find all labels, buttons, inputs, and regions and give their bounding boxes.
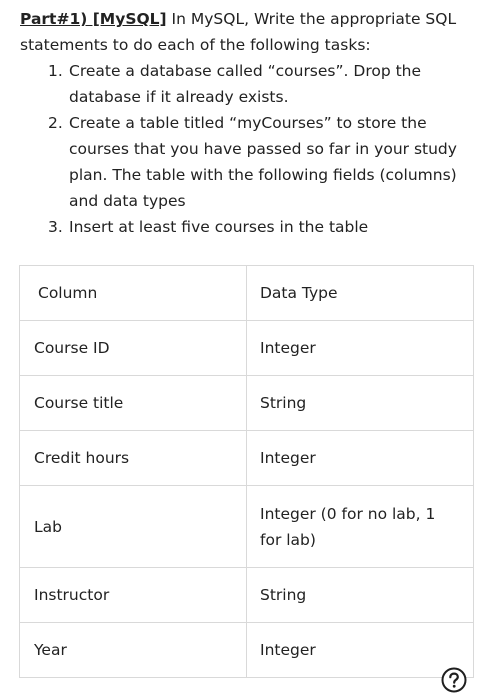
column-cell: Credit hours <box>20 431 247 486</box>
question-circle-icon <box>441 667 467 693</box>
task-text: Create a table titled “myCourses” to store the courses that you have passed so far in your study plan. The table with the following fields (columns) and data types <box>69 114 457 210</box>
task-item <box>48 58 468 110</box>
table-row <box>20 623 474 678</box>
task-text: Insert at least five courses in the table <box>69 218 369 236</box>
data-type-cell: Integer <box>247 321 474 376</box>
column-cell: Course title <box>20 376 247 431</box>
table-row <box>20 486 474 568</box>
task-list <box>48 58 468 240</box>
intro-paragraph <box>20 6 485 58</box>
intro-text: In MySQL, Write the appropriate SQL statements to do each of the following tasks: <box>20 10 457 54</box>
table-row <box>20 431 474 486</box>
task-item <box>48 110 468 214</box>
task-number: 3. <box>48 218 63 236</box>
column-cell: Course ID <box>20 321 247 376</box>
column-cell: Year <box>20 623 247 678</box>
table-row <box>20 568 474 623</box>
task-text: Create a database called “courses”. Drop the database if it already exists. <box>69 62 422 106</box>
task-number: 2. <box>48 114 63 132</box>
table-row <box>20 376 474 431</box>
table-header-row <box>20 266 474 321</box>
column-cell: Instructor <box>20 568 247 623</box>
data-type-cell: Integer <box>247 623 474 678</box>
data-type-cell: String <box>247 568 474 623</box>
data-type-cell: Integer (0 for no lab, 1 for lab) <box>247 486 474 568</box>
fields-table <box>19 265 474 678</box>
task-item <box>48 214 468 240</box>
data-type-header: Data Type <box>247 266 474 321</box>
column-header: Column <box>20 266 247 321</box>
table-row <box>20 321 474 376</box>
data-type-cell: Integer <box>247 431 474 486</box>
help-question-icon[interactable] <box>441 667 467 693</box>
data-type-cell: String <box>247 376 474 431</box>
part-label: Part#1) [MySQL] <box>20 10 167 28</box>
task-number: 1. <box>48 62 63 80</box>
column-cell: Lab <box>20 486 247 568</box>
